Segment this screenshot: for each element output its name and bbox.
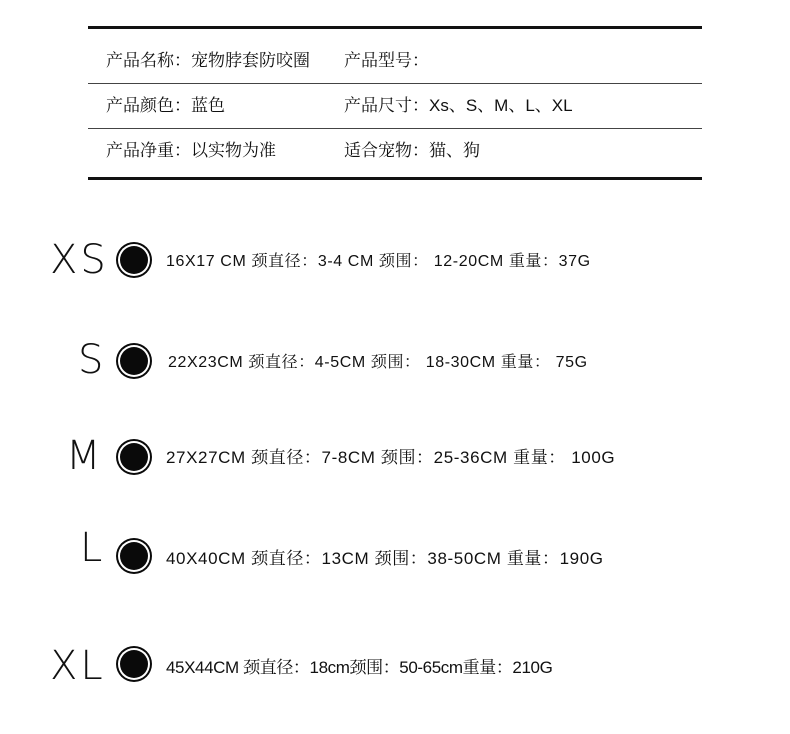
size-row-s — [0, 338, 790, 398]
size-label: L — [80, 525, 106, 571]
spec-product-name: 产品名称：宠物脖套防咬圈 — [106, 51, 310, 70]
spec-product-sizes: 产品尺寸：Xs、S、M、L、XL — [344, 96, 573, 115]
bullet-dot-icon — [120, 246, 148, 274]
size-row-xl — [0, 644, 790, 704]
size-label: XL — [50, 643, 106, 689]
size-spec: 16X17 CM 颈直径：3-4 CM 颈围： 12-20CM 重量：37G — [166, 253, 591, 270]
size-row-m — [0, 434, 790, 494]
spec-product-weight: 产品净重：以实物为准 — [106, 141, 276, 160]
spec-row — [88, 129, 702, 173]
bullet-dot-icon — [120, 542, 148, 570]
size-spec: 27X27CM 颈直径：7-8CM 颈围：25-36CM 重量： 100G — [166, 448, 616, 467]
size-row-xs — [0, 238, 790, 298]
size-spec: 45X44CM 颈直径：18cm颈围：50-65cm重量：210G — [166, 658, 553, 677]
spec-product-color: 产品颜色：蓝色 — [106, 96, 225, 115]
size-spec: 40X40CM 颈直径：13CM 颈围：38-50CM 重量：190G — [166, 549, 604, 568]
size-label: M — [66, 433, 104, 479]
size-spec: 22X23CM 颈直径：4-5CM 颈围： 18-30CM 重量： 75G — [168, 354, 588, 371]
bullet-dot-icon — [120, 347, 148, 375]
spec-product-model: 产品型号： — [344, 51, 429, 70]
size-label: XS — [50, 237, 109, 283]
size-row-l — [0, 526, 790, 586]
bullet-dot-icon — [120, 650, 148, 678]
bullet-dot-icon — [120, 443, 148, 471]
product-spec-table — [88, 26, 702, 180]
spec-row — [88, 84, 702, 129]
spec-row — [88, 39, 702, 84]
size-label: S — [78, 337, 107, 383]
spec-suitable-pets: 适合宠物：猫、狗 — [344, 141, 480, 160]
